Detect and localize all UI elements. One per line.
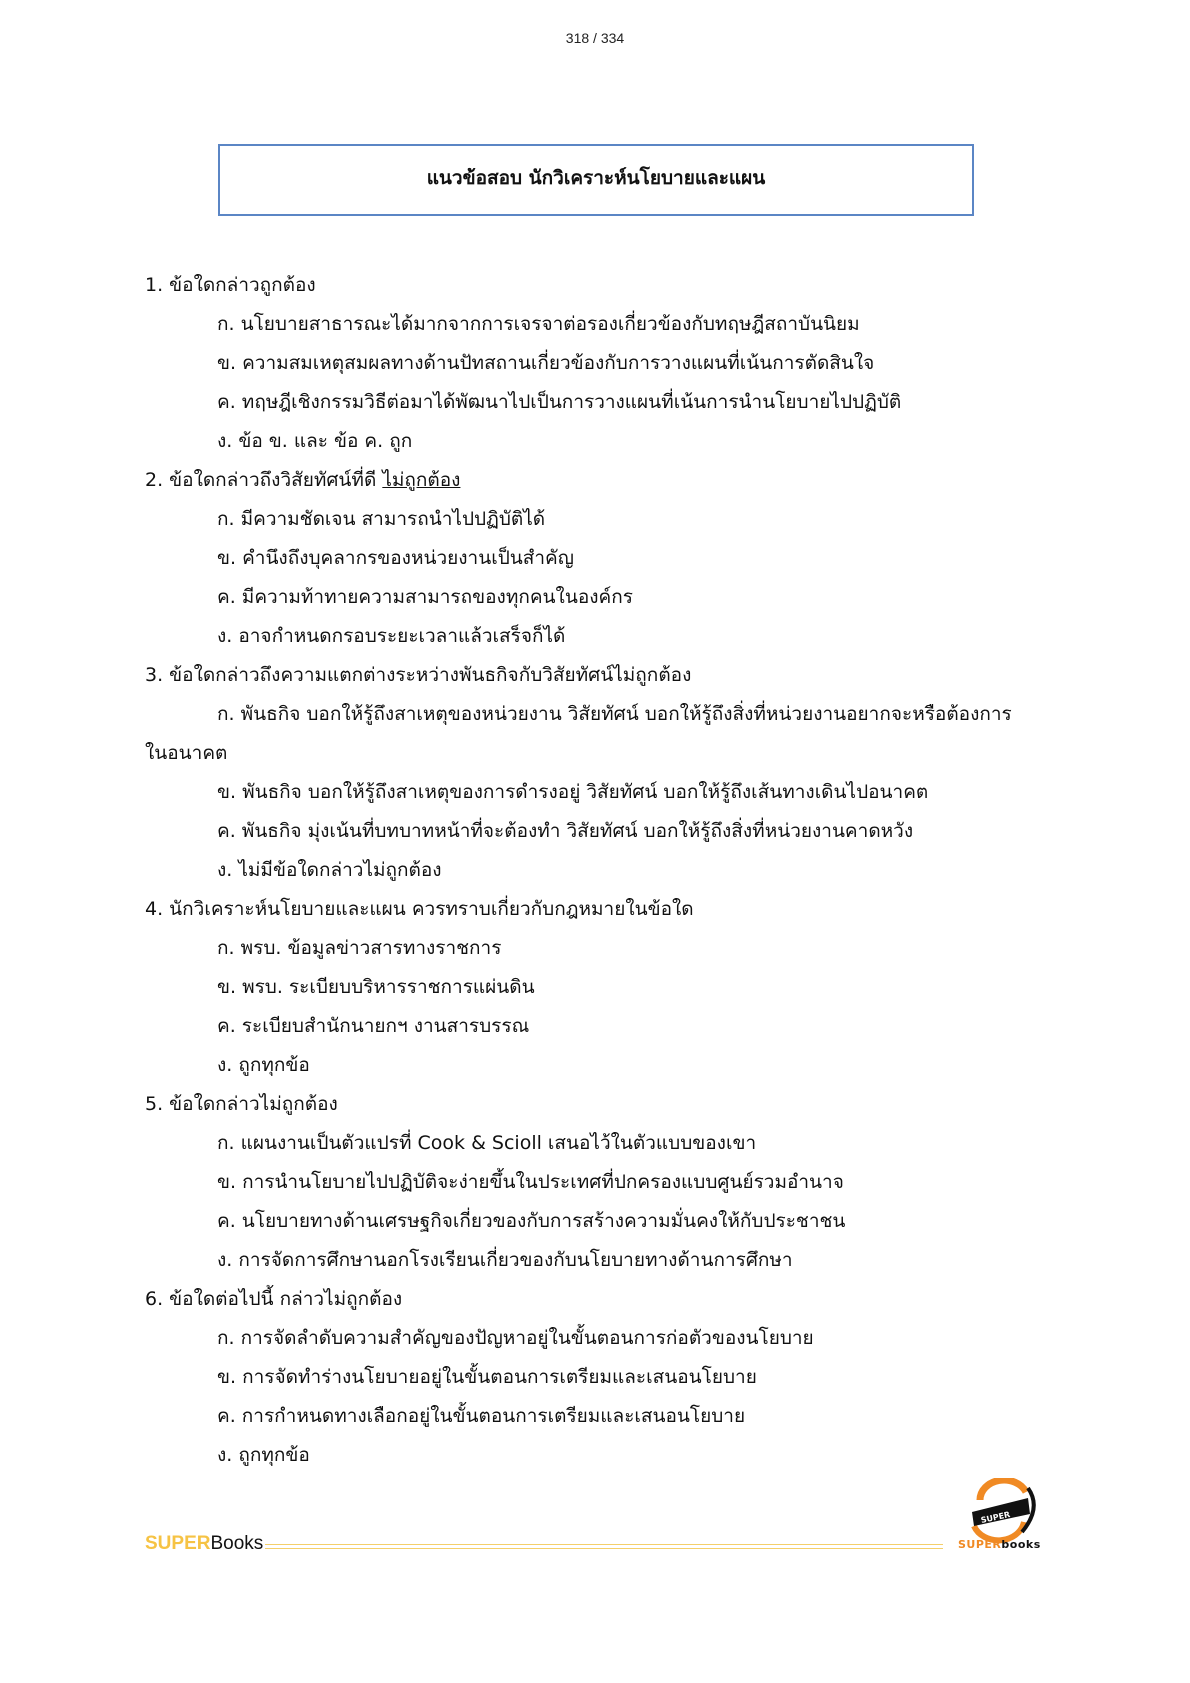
q2-option-d: ง. อาจกำหนดกรอบระยะเวลาแล้วเสร็จก็ได้ <box>217 625 566 647</box>
q2-option-c: ค. มีความท้าทายความสามารถของทุกคนในองค์กร <box>217 586 633 608</box>
q5-option-a: ก. แผนงานเป็นตัวแปรที่ Cook & Scioll เสนอไว้ในตัวแบบของเขา <box>217 1132 757 1154</box>
q6-option-d: ง. ถูกทุกข้อ <box>217 1444 310 1466</box>
q5-option-b: ข. การนำนโยบายไปปฏิบัติจะง่ายขึ้นในประเทศที่ปกครองแบบศูนย์รวมอำนาจ <box>217 1171 844 1193</box>
footer-brand-books: Books <box>210 1533 264 1554</box>
q3-option-c: ค. พันธกิจ มุ่งเน้นที่บทบาทหน้าที่จะต้องทำ วิสัยทัศน์ บอกให้รู้ถึงสิ่งที่หน่วยงานคาดหวัง <box>217 820 914 842</box>
q4-option-c: ค. ระเบียบสำนักนายกฯ งานสารบรรณ <box>217 1015 530 1037</box>
q4-option-b: ข. พรบ. ระเบียบบริหารราชการแผ่นดิน <box>217 976 535 998</box>
footer-brand <box>145 1533 263 1555</box>
page-title: แนวข้อสอบ นักวิเคราะห์นโยบายและแผน <box>426 167 766 189</box>
svg-text:SUPER: SUPER <box>980 1510 1011 1526</box>
q4-option-d: ง. ถูกทุกข้อ <box>217 1054 310 1076</box>
q3-option-a: ก. พันธกิจ บอกให้รู้ถึงสาเหตุของหน่วยงาน วิสัยทัศน์ บอกให้รู้ถึงสิ่งที่หน่วยงานอยากจะหรือต้องการ <box>217 703 1012 725</box>
question-2 <box>145 461 1065 500</box>
question-5: 5. ข้อใดกล่าวไม่ถูกต้อง <box>145 1093 338 1115</box>
logo-books: books <box>1001 1538 1041 1551</box>
q1-option-b: ข. ความสมเหตุสมผลทางด้านปัทสถานเกี่ยวข้องกับการวางแผนที่เน้นการตัดสินใจ <box>217 352 875 374</box>
q6-option-c: ค. การกำหนดทางเลือกอยู่ในขั้นตอนการเตรียมและเสนอนโยบาย <box>217 1405 746 1427</box>
page-number: 318 / 334 <box>565 30 625 46</box>
q1-option-a: ก. นโยบายสาธารณะได้มากจากการเจรจาต่อรองเกี่ยวข้องกับทฤษฎีสถาบันนิยม <box>217 313 860 335</box>
q2-option-a: ก. มีความชัดเจน สามารถนำไปปฏิบัติได้ <box>217 508 546 530</box>
question-4: 4. นักวิเคราะห์นโยบายและแผน ควรทราบเกี่ยวกับกฎหมายในข้อใด <box>145 898 694 920</box>
title-box <box>218 144 974 216</box>
q2-option-b: ข. คำนึงถึงบุคลากรของหน่วยงานเป็นสำคัญ <box>217 547 574 569</box>
q3-option-b: ข. พันธกิจ บอกให้รู้ถึงสาเหตุของการดำรงอยู่ วิสัยทัศน์ บอกให้รู้ถึงเส้นทางเดินไปอนาคต <box>217 781 929 803</box>
logo-wordmark <box>958 1538 1041 1551</box>
q6-option-b: ข. การจัดทำร่างนโยบายอยู่ในขั้นตอนการเตรียมและเสนอนโยบาย <box>217 1366 757 1388</box>
q1-option-c: ค. ทฤษฎีเชิงกรรมวิธีต่อมาได้พัฒนาไปเป็นการวางแผนที่เน้นการนำนโยบายไปปฏิบัติ <box>217 391 902 413</box>
logo-super: SUPER <box>958 1538 1002 1551</box>
question-6: 6. ข้อใดต่อไปนี้ กล่าวไม่ถูกต้อง <box>145 1288 403 1310</box>
question-1: 1. ข้อใดกล่าวถูกต้อง <box>145 274 316 296</box>
question-2-text: 2. ข้อใดกล่าวถึงวิสัยทัศน์ที่ดี <box>145 469 383 491</box>
q6-option-a: ก. การจัดลำดับความสำคัญของปัญหาอยู่ในขั้นตอนการก่อตัวของนโยบาย <box>217 1327 814 1349</box>
q1-option-d: ง. ข้อ ข. และ ข้อ ค. ถูก <box>217 430 413 452</box>
question-3: 3. ข้อใดกล่าวถึงความแตกต่างระหว่างพันธกิจกับวิสัยทัศน์ไม่ถูกต้อง <box>145 664 692 686</box>
q3-option-a-continued: ในอนาคต <box>145 742 228 764</box>
q5-option-d: ง. การจัดการศึกษานอกโรงเรียนเกี่ยวของกับนโยบายทางด้านการศึกษา <box>217 1249 793 1271</box>
question-list <box>145 266 1065 1475</box>
footer-divider <box>265 1544 943 1549</box>
question-2-emphasis: ไม่ถูกต้อง <box>382 469 461 491</box>
q3-option-d: ง. ไม่มีข้อใดกล่าวไม่ถูกต้อง <box>217 859 442 881</box>
footer-brand-super: SUPER <box>145 1533 211 1554</box>
q4-option-a: ก. พรบ. ข้อมูลข่าวสารทางราชการ <box>217 937 502 959</box>
q5-option-c: ค. นโยบายทางด้านเศรษฐกิจเกี่ยวของกับการสร้างความมั่นคงให้กับประชาชน <box>217 1210 846 1232</box>
